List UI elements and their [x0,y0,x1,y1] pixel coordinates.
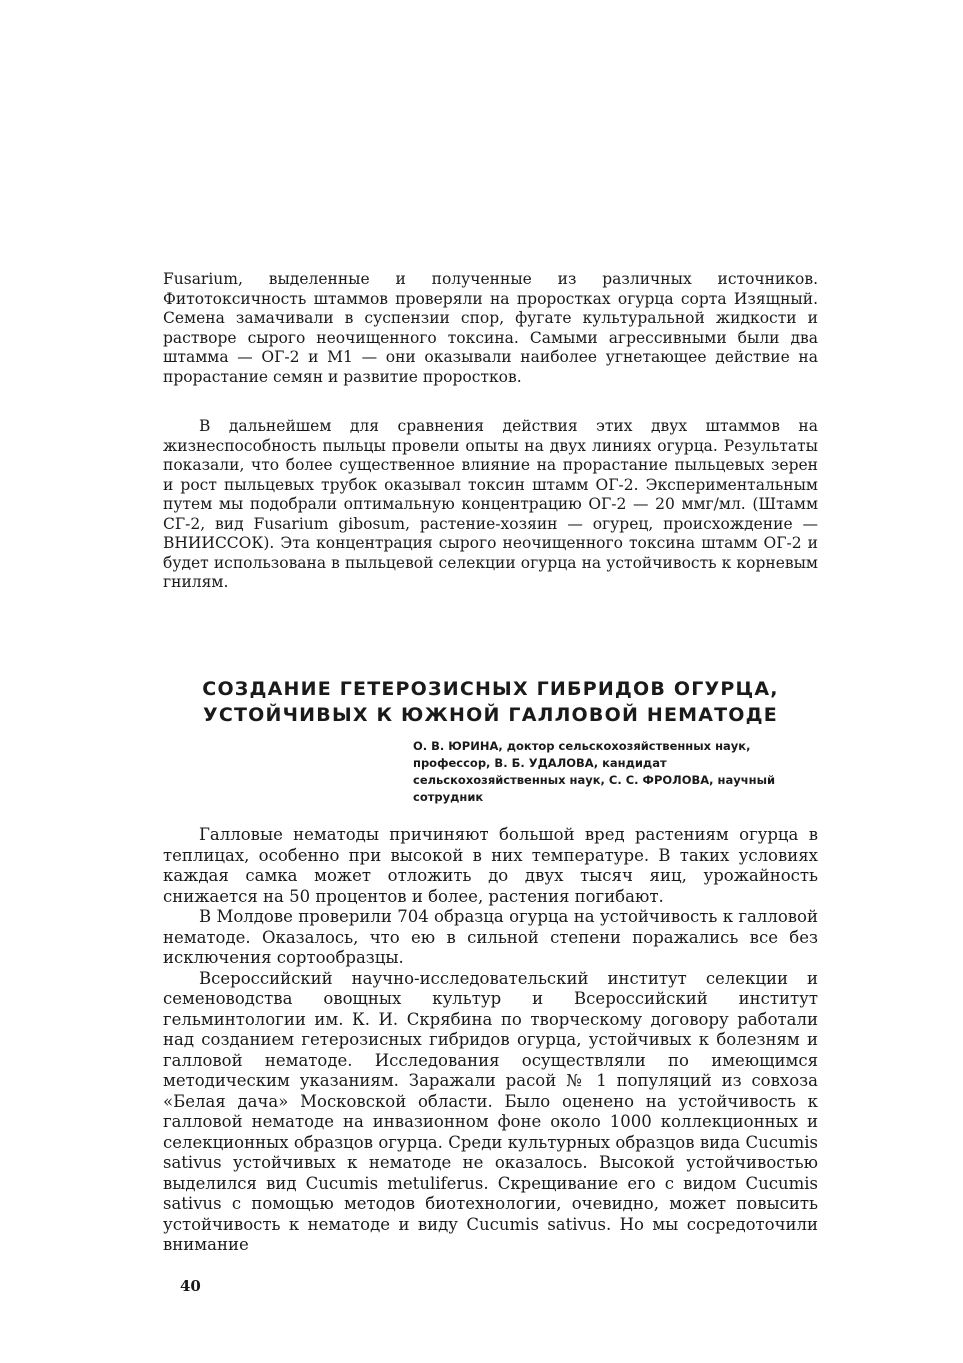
intro-paragraph-1 [163,270,818,387]
paragraph-text: Fusarium, выделенные и полученные из различных источников. Фитотоксичность штаммов проверяли на проростках огурца сорта Изящный. Семена замачивали в суспензии спор, фугате культуральной жидкости и растворе сырого неочищенного токсина. Самыми агрессивными были два штамма — ОГ-2 и М1 — они оказывали наиболее угнетающее действие на прорастание семян и развитие проростков. [163,270,818,386]
article-authors: О. В. ЮРИНА, доктор сельскохозяйственных наук, профессор, В. Б. УДАЛОВА, кандидат сельскохозяйственных наук, С. С. ФРОЛОВА, научный сотрудник [413,739,776,804]
article-title [163,676,818,728]
article-title-line-1: СОЗДАНИЕ ГЕТЕРОЗИСНЫХ ГИБРИДОВ ОГУРЦА, [202,678,779,700]
body-paragraph-3: Всероссийский научно-исследовательский институт селекции и семеноводства овощных культур и Всероссийский институт гельминтологии им. К. И. Скрябина по творческому договору работали над созданием гетерозисных гибридов огурца, устойчивых к болезням и галловой нематоде. Исследования осуществляли по имеющимся методическим указаниям. Заражали расой № 1 популяций из совхоза «Белая дача» Московской области. Было оценено на устойчивость к галловой нематоде на инвазионном фоне около 1000 коллекционных и селекционных образцов огурца. Среди культурных образцов вида Cucumis sativus устойчивых к нематоде не оказалось. Высокой устойчивостью выделился вид Cucumis metuliferus. Скрещивание его с видом Cucumis sativus с помощью методов биотехнологии, очевидно, может повысить устойчивость к нематоде и виду Cucumis sativus. Но мы сосредоточили внимание [163,968,818,1254]
intro-paragraph-2 [163,417,818,593]
page-number: 40 [180,1277,201,1295]
article-body [163,825,818,1256]
body-paragraph-1: Галловые нематоды причиняют большой вред растениям огурца в теплицах, особенно при высокой в них температуре. В таких условиях каждая самка может отложить до двух тысяч яиц, урожайность снижается на 50 процентов и более, растения погибают. [163,825,818,906]
paragraph-text: В дальнейшем для сравнения действия этих двух штаммов на жизнеспособность пыльцы провели опыты на двух линиях огурца. Результаты показали, что более существенное влияние на прорастание пыльцевых зерен и рост пыльцевых трубок оказывал токсин штамм ОГ-2. Экспериментальным путем мы подобрали оптимальную концентрацию ОГ-2 — 20 ммг/мл. (Штамм СГ-2, вид Fusarium gibosum, растение-хозяин — огурец, происхождение — ВНИИССОК). Эта концентрация сырого неочищенного токсина штамм ОГ-2 и будет использована в пыльцевой селекции огурца на устойчивость к корневым гнилям. [163,417,818,591]
article-title-line-2: УСТОЙЧИВЫХ К ЮЖНОЙ ГАЛЛОВОЙ НЕМАТОДЕ [203,704,778,726]
body-paragraph-2: В Молдове проверили 704 образца огурца на устойчивость к галловой нематоде. Оказалось, что ею в сильной степени поражались все без исключения сортообразцы. [163,907,818,967]
